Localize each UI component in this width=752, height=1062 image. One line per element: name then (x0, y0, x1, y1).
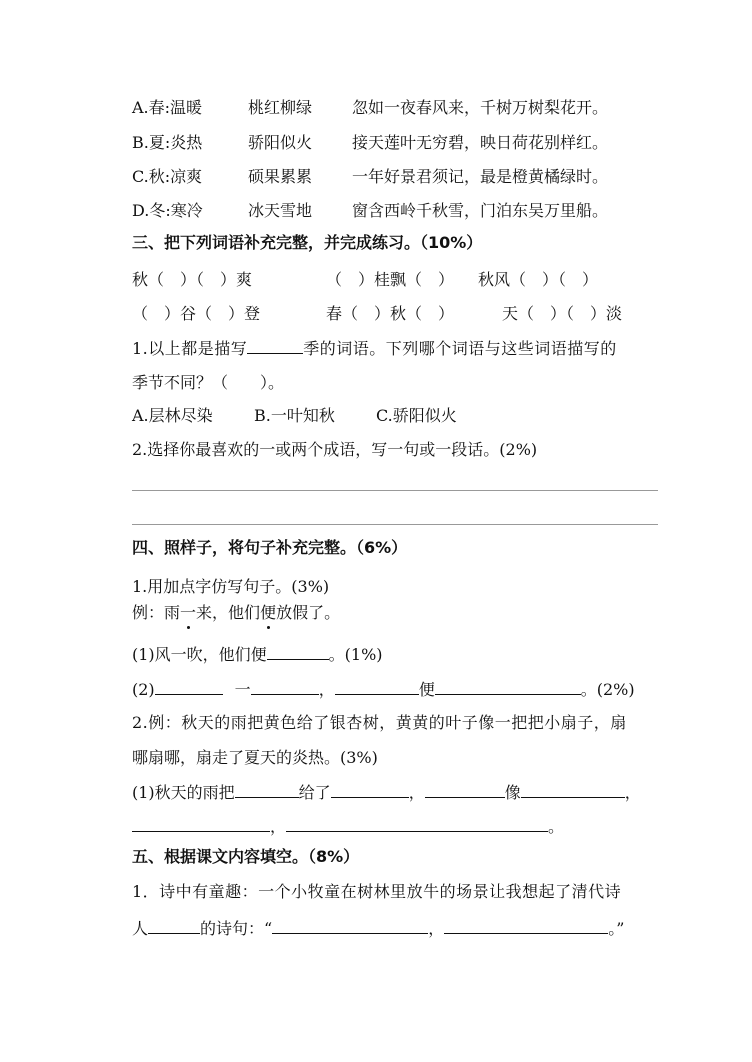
section-5-title: 五、根据课文内容填空。（8%） (132, 847, 360, 866)
s4-sentence-1 (132, 644, 383, 665)
option-b-poem: 接天莲叶无穷碧，映日荷花别样红。 (352, 133, 609, 152)
word-fill-6: 天（ ）（ ）淡 (502, 304, 623, 323)
s2-text-b: 一 (234, 680, 251, 699)
answer-line-2[interactable] (132, 524, 658, 525)
f2-text-a: ， (270, 817, 287, 836)
s4-question-1: 1.用加点字仿写句子。(3%) (132, 577, 330, 596)
s4-sentence-2 (132, 679, 635, 700)
s3-question-2: 2.选择你最喜欢的一或两个成语，写一句或一段话。(2%) (132, 440, 538, 459)
s1-text-b: 。(1%) (328, 645, 383, 664)
answer-line-1[interactable] (132, 490, 658, 491)
f1-text-c: ， (408, 783, 425, 802)
option-a-poem: 忽如一夜春风来，千树万树梨花开。 (352, 98, 609, 117)
option-b-label: B.夏:炎热 (132, 133, 203, 152)
f2-blank-1[interactable] (132, 816, 270, 832)
option-a-label: A.春:温暖 (132, 98, 203, 117)
season-blank[interactable] (247, 338, 303, 354)
option-c-label: C.秋:凉爽 (132, 167, 203, 186)
s5-text-c: 的诗句：“ (200, 919, 273, 938)
s4-question-2-line-2: 哪扇哪，扇走了夏天的炎热。(3%) (132, 748, 378, 767)
section-4-title: 四、照样子，将句子补充完整。（6%） (132, 538, 408, 557)
f1-blank-3[interactable] (425, 782, 505, 798)
option-d-label: D.冬:寒冷 (132, 201, 203, 220)
poet-blank[interactable] (148, 918, 200, 934)
s1-text-a: (1)风一吹，他们便 (132, 645, 267, 664)
option-d-word: 冰天雪地 (248, 201, 313, 220)
s4-question-2: 2.例：秋天的雨把黄色给了银杏树，黄黄的叶子像一把把小扇子，扇 (132, 713, 627, 732)
s2-blank-4[interactable] (435, 679, 581, 695)
s2-blank-1[interactable] (155, 679, 223, 695)
option-b-word: 骄阳似火 (248, 133, 313, 152)
f1-blank-2[interactable] (331, 782, 409, 798)
s5-question-1: 1．诗中有童趣：一个小牧童在树林里放牛的场景让我想起了清代诗 (132, 882, 622, 901)
poem-blank-1[interactable] (272, 918, 428, 934)
f1-text-a: (1)秋天的雨把 (132, 783, 235, 802)
s2-text-e: 。(2%) (580, 680, 635, 699)
example-text-b: 来，他们 (196, 603, 261, 622)
s4-fill-1 (132, 782, 641, 803)
f1-blank-4[interactable] (521, 782, 625, 798)
word-fill-2: （ ）桂飘（ ） (326, 270, 455, 289)
f1-text-e: ， (624, 783, 641, 802)
choice-b: B.一叶知秋 (254, 406, 335, 425)
option-c-word: 硕果累累 (248, 167, 313, 186)
f1-text-b: 给了 (298, 783, 331, 802)
option-a-word: 桃红柳绿 (248, 98, 313, 117)
choice-a: A.层林尽染 (132, 406, 213, 425)
dotted-char-bian: 便 (260, 603, 277, 622)
f2-text-b: 。 (548, 817, 565, 836)
f1-blank-1[interactable] (235, 782, 299, 798)
example-text-a: 例：雨 (132, 603, 181, 622)
f1-text-d: 像 (504, 783, 521, 802)
s4-fill-2 (132, 816, 564, 837)
s4-example (132, 603, 340, 623)
s2-text-c: ， (318, 680, 335, 699)
s5-text-d: ， (428, 919, 445, 938)
option-c-poem: 一年好景君须记，最是橙黄橘绿时。 (352, 167, 609, 186)
option-d-poem: 窗含西岭千秋雪，门泊东吴万里船。 (352, 201, 609, 220)
choice-c: C.骄阳似火 (376, 406, 457, 425)
s2-blank-2[interactable] (251, 679, 319, 695)
s2-text-d: 便 (418, 680, 435, 699)
s3-q1-text-b: 季的词语。下列哪个词语与这些词语描写的 (303, 339, 617, 358)
s5-question-1-line-2 (132, 918, 624, 939)
example-text-c: 放假了。 (276, 603, 341, 622)
s5-text-e: 。” (608, 919, 625, 938)
s3-q1-line-2: 季节不同？（ ）。 (132, 373, 285, 392)
word-fill-3: 秋风（ ）（ ） (478, 270, 599, 289)
s2-text-a: (2) (132, 680, 155, 699)
section-3-title: 三、把下列词语补充完整，并完成练习。（10%） (132, 233, 483, 252)
dotted-char-yi: 一 (180, 603, 197, 622)
f2-blank-2[interactable] (286, 816, 548, 832)
word-fill-1: 秋（ ）（ ）爽 (132, 270, 253, 289)
s2-blank-3[interactable] (335, 679, 419, 695)
s5-text-b: 人 (132, 919, 149, 938)
word-fill-4: （ ）谷（ ）登 (132, 304, 261, 323)
s3-q1-text-a: 1.以上都是描写 (132, 339, 248, 358)
s1-blank[interactable] (267, 644, 329, 660)
s3-question-1 (132, 338, 617, 359)
poem-blank-2[interactable] (444, 918, 608, 934)
word-fill-5: 春（ ）秋（ ） (326, 304, 455, 323)
